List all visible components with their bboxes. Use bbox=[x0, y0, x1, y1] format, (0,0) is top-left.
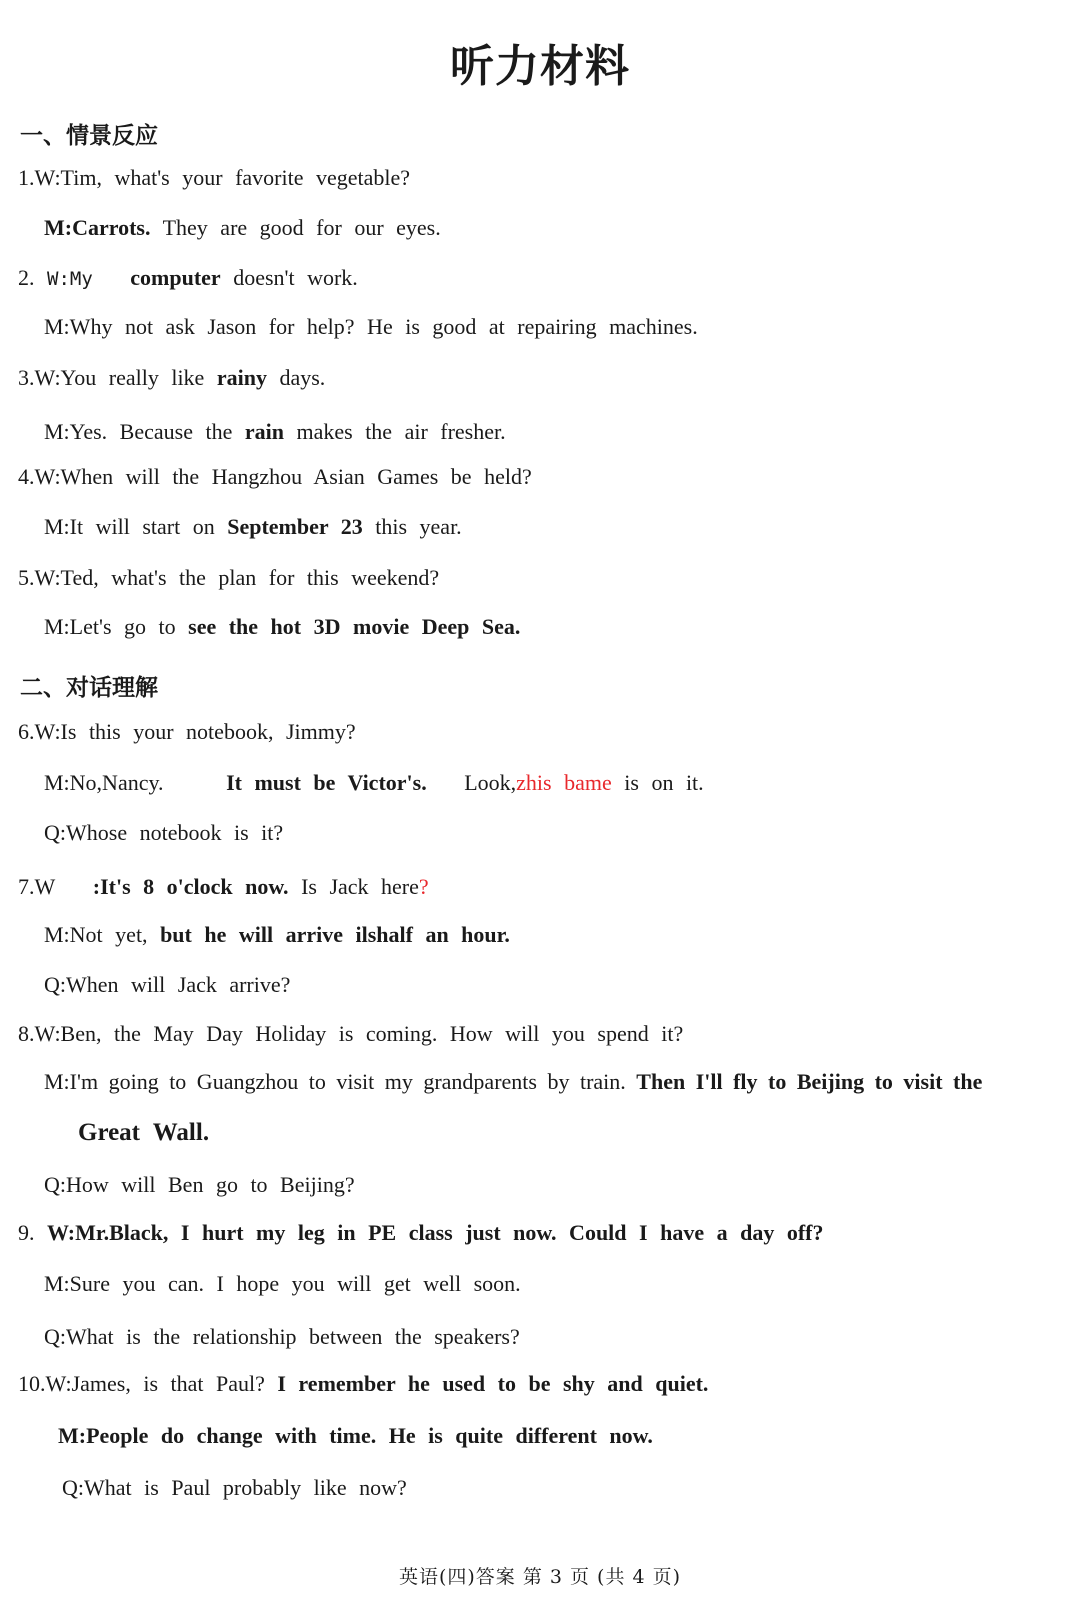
q10-question: Q:What is Paul probably like now? bbox=[62, 1475, 407, 1500]
q8-man-line bbox=[44, 1069, 982, 1095]
q9-number: 9. bbox=[18, 1220, 47, 1245]
q7-woman-post: Is Jack here bbox=[288, 874, 419, 899]
page-footer: 英语(四)答案 第 3 页 (共 4 页) bbox=[398, 1566, 682, 1588]
q5-man-line bbox=[44, 614, 520, 640]
q6-woman-line: 6.W:Is this your notebook, Jimmy? bbox=[18, 719, 356, 744]
q2-man-line: M:Why not ask Jason for help? He is good at repairing machines. bbox=[44, 314, 698, 339]
q4-man-line bbox=[44, 514, 462, 540]
q7-question: Q:When will Jack arrive? bbox=[44, 972, 291, 997]
q3-man-pre: M:Yes. Because the bbox=[44, 419, 245, 444]
q4-man-pre: M:It will start on bbox=[44, 514, 228, 539]
q7-man-line bbox=[44, 922, 510, 948]
q7-man-pre: M:Not yet, bbox=[44, 922, 161, 947]
q9-woman-line bbox=[18, 1220, 823, 1246]
q3-woman-pre: 3.W:You really like bbox=[18, 365, 217, 390]
q2-woman-rest: doesn't work. bbox=[220, 265, 358, 290]
q10-woman-pre: 10.W:James, is that Paul? bbox=[18, 1371, 278, 1396]
q9-woman-bold: W:Mr.Black, I hurt my leg in PE class just now. Could I have a day off? bbox=[47, 1220, 824, 1245]
q8-woman-line: 8.W:Ben, the May Day Holiday is coming. How will you spend it? bbox=[18, 1021, 684, 1046]
q7-woman-pre: 7.W bbox=[18, 874, 56, 899]
q9-question: Q:What is the relationship between the speakers? bbox=[44, 1324, 520, 1349]
q3-woman-post: days. bbox=[266, 365, 326, 390]
q6-question: Q:Whose notebook is it? bbox=[44, 820, 284, 845]
section-heading-2: 二、对话理解 bbox=[20, 675, 158, 701]
q5-woman-line: 5.W:Ted, what's the plan for this weekend? bbox=[18, 565, 440, 590]
page-title: 听力材料 bbox=[450, 41, 630, 92]
q7-man-bold: but he will arrive ilshalf an hour. bbox=[160, 922, 510, 947]
q4-man-bold: September 23 bbox=[227, 514, 363, 539]
q1-man-line bbox=[44, 215, 441, 241]
q3-woman-bold: rainy bbox=[216, 365, 267, 390]
q5-man-bold: see the hot 3D movie Deep Sea. bbox=[188, 614, 521, 639]
q6-man-look: Look, bbox=[464, 770, 517, 795]
q6-man-line bbox=[44, 770, 704, 796]
q8-man-continuation: Great Wall. bbox=[78, 1119, 210, 1146]
q3-man-post: makes the air fresher. bbox=[283, 419, 506, 444]
q2-number: 2. bbox=[18, 265, 47, 290]
q2-woman-bold: computer bbox=[130, 265, 221, 290]
q7-woman-bold: :It's 8 o'clock now. bbox=[92, 874, 289, 899]
q3-man-bold: rain bbox=[244, 419, 284, 444]
q1-man-rest: They are good for our eyes. bbox=[150, 215, 441, 240]
q8-man-pre: M:I'm going to Guangzhou to visit my grandparents by train. bbox=[44, 1069, 637, 1094]
q3-woman-line bbox=[18, 365, 325, 391]
q10-woman-bold: I remember he used to be shy and quiet. bbox=[277, 1371, 709, 1396]
q4-woman-line: 4.W:When will the Hangzhou Asian Games be held? bbox=[18, 464, 532, 489]
section-heading-1: 一、情景反应 bbox=[20, 123, 158, 149]
q6-man-red: zhis bame bbox=[516, 770, 612, 795]
q3-man-line bbox=[44, 419, 506, 445]
q2-woman-line bbox=[18, 265, 358, 292]
q4-man-post: this year. bbox=[362, 514, 462, 539]
q5-man-pre: M:Let's go to bbox=[44, 614, 189, 639]
q6-man-post: is on it. bbox=[611, 770, 704, 795]
q1-woman-line: 1.W:Tim, what's your favorite vegetable? bbox=[18, 165, 411, 190]
q8-question: Q:How will Ben go to Beijing? bbox=[44, 1172, 355, 1197]
q7-woman-line bbox=[18, 874, 429, 900]
q8-man-bold: Then I'll fly to Beijing to visit the bbox=[636, 1069, 983, 1094]
q10-woman-line bbox=[18, 1371, 708, 1397]
q1-man-bold: M:Carrots. bbox=[44, 215, 151, 240]
q2-woman-speaker: W:My bbox=[47, 268, 93, 290]
q6-man-bold: It must be Victor's. bbox=[226, 770, 427, 795]
q7-woman-red: ? bbox=[418, 874, 429, 899]
q10-man-line: M:People do change with time. He is quite different now. bbox=[58, 1423, 653, 1448]
q9-man-line: M:Sure you can. I hope you will get well soon. bbox=[44, 1271, 521, 1296]
q6-man-pre: M:No,Nancy. bbox=[44, 770, 164, 795]
